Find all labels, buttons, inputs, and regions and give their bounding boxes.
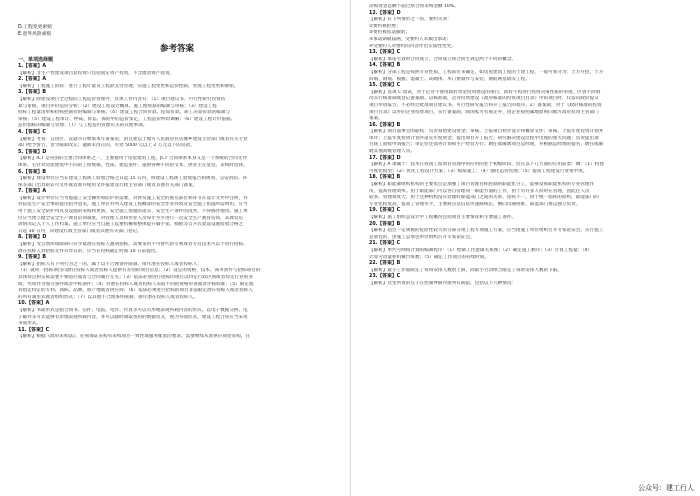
answer-block (18, 130, 336, 150)
answer-block (18, 90, 336, 130)
option-d-line: D.工程变更索赔 (18, 25, 53, 30)
explanation-line: 保等部门出具的认可文件或者准许使用文件报建设行政主管部门或者其他有关部门备案。 (18, 182, 198, 188)
explanation-line: 【解析】选项 C 错误，对于企业不使用政府资金投资建设的项目，政府不再进行投资决策性质的审批，区别不同情 (369, 89, 601, 95)
explanation-line: 添购资金总额不超过原合同采购金额 10%。 (369, 4, 459, 9)
left-answer-list (18, 64, 336, 341)
answer-block (369, 11, 686, 51)
explanation-line: 项目申请报告，不必经过批准项目建议书、可行性研究报告和开工报告的程序。2）备案制，对于《政府核准的投资 (369, 102, 602, 108)
explanation-line: 【解析】根据《政府采购法》，必须保证采购有采购项目一致性或服务配套的要求，需要继续从原供应商处采购，且 (18, 334, 250, 340)
explanation-line: 算与审核，项目评价造价分析；（2）建设工程设计概算、施工图预算的编制与审核；（3）建设工程 (18, 103, 217, 109)
explanation-line: 况实行核准制或登记备案制。以核准制，企业投资建设《政府核准的投资项目目录》中的项目时，仅需向政府提交 (369, 96, 599, 102)
answer-block (369, 261, 686, 274)
answer-block (18, 301, 336, 327)
explanation-line: 可视化模型；（2）优化工程设计方案；（3）模拟施工；（4）强化造价管理；（5）提高工程建设行业集中度。 (369, 168, 588, 174)
explanation-line: 较多，管理难度大；由于这种机构没有处理好职能部门之间的关系，指挥不一。由于统一指挥的原则，职能部门的 (369, 195, 599, 201)
explanation-line: 子邮件等方式能够有形地表现所载内容，并可以随时调取查用的数据电文，视为书面形式。建设工程合同应当采用 (18, 314, 248, 320)
option-e-line: E.意外风险索赔 (18, 32, 52, 37)
explanation-line: 【解析】分部工程是按照专业性质、工程部位来确定，如房屋建筑工程的土建工程，一般可划分为：土方开挖、土方 (369, 69, 604, 75)
answer-block (369, 156, 686, 176)
answer-block (18, 64, 336, 77)
explanation-line: 审评；上报年度投资计划并落实年度资金；提出项目开工报告；研究解决建设过程中出现的重大问题；负责提出项 (369, 135, 599, 141)
answer-block (18, 328, 336, 341)
explanation-line: 【解析】书面形式是指合同书、信件、电报、电传、传真等可以有形地表现所载内容的形式。以电子数据交换、电 (18, 307, 248, 313)
explanation-line: 备案。 (369, 116, 383, 122)
answer-label: 14.【答案】B (369, 63, 401, 69)
answer-label: 6.【答案】B (18, 169, 47, 175)
explanation-line: 招标工程量清单和招标控制价的编制与审核；（4）建设工程合同价款、结算价款、竣工决算价款的编制与 (18, 110, 230, 116)
explanation-line: 【解析】超过一定规模的危险性较大的分部分项工程专项施工方案，应当由施工单位组织召开专家论证会。实行施工 (369, 228, 604, 234)
explanation-line: 书面形式。 (18, 321, 41, 327)
answer-label: 5.【答案】D (18, 149, 47, 155)
answer-label: 13.【答案】C (369, 50, 401, 56)
explanation-line: ④受要约人对要约的内容作出实质性变更。 (369, 43, 456, 49)
page-title: 参考答案 (159, 44, 194, 54)
explanation-line: 【解析】项目董事会的职权：负责筹措建设资金；审核、上报项目初步设计和概算文件；审核、上报年度投资计划并 (369, 129, 604, 135)
explanation-line: 【解析】这里所说的点子在控制界限内排列有缺陷，包括以下几种情况： (369, 280, 517, 286)
explanation-line: 【解析】A 项属于：技术在我国工程项目管理中的应用的处于初级阶段，但在以下几方面的应用前景广阔：（1）构建 (369, 162, 604, 168)
left-column (18, 24, 336, 341)
answer-block (369, 4, 686, 11)
answer-block (369, 222, 686, 242)
explanation-line: 【解析】ICT 是英国的主要合同体系之一，主要通用于房屋建筑工程。JCT 合同体系本身又是一个系统的合同文件 (18, 156, 247, 162)
answer-block (369, 208, 686, 221)
explanation-line: 总承包的，由施工总承包单位组织召开专家论证会。 (369, 234, 475, 240)
answer-label: 16.【答案】B (369, 122, 401, 128)
explanation-line: 训情况记入个人工作档案。施工单位应当自施工起重机械和整体提升脚手架、模板等自升式架设设施验收合格之 (18, 222, 244, 228)
explanation-line: 【解析】工程施工阶段：进行工程计量及工程款支付管理，实施工程变更和造价控制，处理工程变更和索赔。 (18, 83, 239, 89)
explanation-line: 【解析】设计单位应当考虑施工安全操作和防护的需要，对涉及施工安全的重点部位和环节在设计文件中注明，并 (18, 195, 248, 201)
explanation-line: 【解析】非生产性建设项目总投资只包括固定资产投资，不含流动资产投资。 (18, 70, 175, 76)
explanation-line: 【解析】最小工作面限定了每班安排人数的上限，而最小劳动组合限定了每班安排人数的下限。 (369, 267, 562, 273)
explanation-line: 【解析】除建设项目全过程的工程造价管理外，具体工作内容有：（1）项目建议书、可行性研究投资估 (18, 96, 226, 102)
answer-block (369, 83, 686, 123)
answer-block (18, 189, 336, 235)
explanation-line: （1）就同一招标项目向潜在投标人或者投标人提供有差别的项目信息；（2）设定的资格、技术、商务条件与招标项目的 (18, 268, 261, 274)
answer-label: 10.【答案】A (18, 301, 50, 307)
explanation-line: 目竣工验收申请报告；审定偿还债务计划和生产经营方针；聘任或解聘项目总经理，并根据总经理的提名，聘任或解 (369, 142, 604, 148)
explanation-line: 位应当建立健全安全生产教育培训制度，对管理人员和作业人员每年至少进行一次安全生产教育培训，其教育培 (18, 215, 244, 221)
answer-block (369, 241, 686, 261)
explanation-line: 的所有制形式或者组织形式；（7）以其他不合理条件限制、排斥潜在投标人或者投标人。 (18, 294, 198, 300)
explanation-line: 体系，它针对房屋建筑中不同的工程规模、性质、建造条件，提供各种不同的文本，供业主在发包、采购时选择。 (18, 162, 248, 168)
explanation-line: 造价指标的编制与管理；（7）与工程造价管理有关的其他事项。 (18, 123, 148, 129)
explanation-line: 【解析】职能制组织机构的主要优点是加强了项目管理目标控制的职能化分工，能够发挥职能机构的专业管理作 (369, 182, 595, 188)
answer-label: 17.【答案】D (369, 155, 401, 161)
explanation-line: ①要约被拒绝； (369, 23, 401, 29)
right-column (369, 4, 686, 288)
answer-block (369, 50, 686, 63)
explanation-line: 对防范生产安全事故提出指导意见。施工单位对列入建设工程概算的安全作业环境及安全施工措施所需费用，应当 (18, 202, 248, 208)
explanation-line: ②要约被依法撤销； (369, 30, 410, 36)
answer-label: 9.【答案】B (18, 255, 47, 261)
section-heading: 一、单项选择题 (18, 57, 54, 63)
explanation-line: 【解析】受自然环境限制只有少量潜在投标人邀请招标。需要采用不可替代的专利或者专有技术可以不进行招标。 (18, 242, 248, 248)
right-page (351, 0, 700, 496)
answer-block (18, 170, 336, 190)
answer-label: 1.【答案】A (18, 64, 47, 69)
answer-block (18, 77, 336, 90)
answer-label: 11.【答案】C (18, 327, 50, 333)
explanation-line: ③承诺期限届满，受要约人未做出承诺； (369, 36, 452, 42)
answer-label: 21.【答案】C (369, 241, 401, 247)
answer-block (369, 123, 686, 156)
right-answer-list (369, 4, 686, 288)
explanation-line: 回填、钢筋、模板、混凝土、砖砌体、木门窗制作与安装、钢筋网基础等工程。 (369, 76, 530, 82)
answer-label: 3.【答案】B (18, 90, 47, 96)
explanation-line: 【解析】考查：自由区、直辖市在继承本年备案的，由且建以上地方人民政府住房城乡建设主管部门或者有关专业 (18, 136, 248, 142)
answer-block (18, 150, 336, 170)
explanation-line: 具体特点和实际需要不相适应或者与合同履行无关；（3）依法必须进行招标的项目以特定行政区域或者特定行业的业 (18, 275, 253, 280)
answer-label: 18.【答案】B (369, 175, 401, 181)
answer-label: 8.【答案】D (18, 235, 47, 241)
answer-label: 7.【答案】A (18, 189, 47, 195)
explanation-line: 【解析】施工组织总设计中工程概况包括项目主要情况和主要施工条件。 (369, 215, 517, 220)
explanation-line: 用于施工安全防护用具及设施的采购和更新、安全施工措施的落实、安全生产条件的改善，不得挪作他用。施工单 (18, 209, 248, 215)
answer-label: 15.【答案】C (369, 83, 401, 89)
explanation-line: 项目目录》以外的企业投资项目，实行备案制，除国家另有规定外，由企业按照属地原则向地方政府投资主管部门 (369, 109, 599, 115)
answer-label: 20.【答案】B (369, 221, 401, 227)
explanation-line: 潜在投标人对招标文件有异议的，应当在投标截止时间 10 日前提出。 (18, 248, 160, 254)
footer-watermark: 公众号：建工行人 (638, 484, 694, 492)
answer-label: 2.【答案】A (18, 77, 47, 83)
explanation-line: 绩、奖项作为加分条件或者中标条件；（4）对潜在投标人或者投标人采取不同的资格审查或者评标标准；（5）限定或 (18, 281, 254, 287)
explanation-line: 【解析】有下列情形之一的，要约失效： (369, 17, 452, 23)
explanation-line: 部门给予警告，责令限期改正；逾期未改正的，可处 5000 元以上 2 万元以下的罚款。 (18, 143, 195, 149)
answer-label: 23.【答案】C (369, 274, 401, 280)
explanation-line: 用，提高管理效率。由于职能部门可以各自管理同一职能方面的工作，由于有许多人同时在管理，因此任人员 (369, 188, 590, 194)
answer-label: 22.【答案】B (369, 261, 401, 267)
explanation-line: 【解析】招标人有下列行为之一的，属于以不合理条件限制、排斥潜在投标人或者投标人： (18, 261, 202, 267)
explanation-line: 专业化程度高，提高了管理水平，主要缺点是信息传递路线长，横向沟通困难，职能部门难以独立负责。 (369, 201, 581, 207)
answer-label: 12.【答案】D (369, 10, 401, 16)
answer-block (369, 63, 686, 83)
answer-label: 19.【答案】C (369, 208, 401, 214)
answer-label: 4.【答案】C (18, 129, 46, 135)
explanation-line: 【解析】单代号网络计划的编制程序：（1）绘制工作逻辑关系图；（2）确定施工顺序；（3）计算工程量；（4） (369, 247, 592, 253)
explanation-line: 审核；（5）建设工程审计、仲裁、诉讼、保险中的造价鉴定，工程造价纠纷调解；（6）建设工程计价依据、 (18, 116, 236, 122)
answer-block (369, 274, 686, 287)
explanation-line: 者指定特定的专利、商标、品牌、原产地或者供应商；（6）依法必须进行招标的项目非法限定潜在投标人或者投标人 (18, 288, 253, 294)
explanation-line: 日起 30 日内，向建设行政主管部门或者其他有关部门登记。 (18, 228, 142, 234)
answer-block (369, 175, 686, 208)
explanation-line: 聘其他高级管理人员。 (369, 149, 415, 155)
explanation-line: 【解析】建设单位应当在建设工程竣工验收合格之日起 15 日内，将建设工程竣工验收报告和规划、公安消防、环 (18, 176, 248, 182)
explanation-line: 计算劳动量和机械台班数；（5）确定工作项目的持续时间。 (369, 254, 490, 260)
answer-block (18, 235, 336, 255)
answer-block (18, 255, 336, 301)
explanation-line: 【解析】承诺生效时合同成立，合同成立和合同生效是两个不同的概念。 (369, 56, 517, 62)
